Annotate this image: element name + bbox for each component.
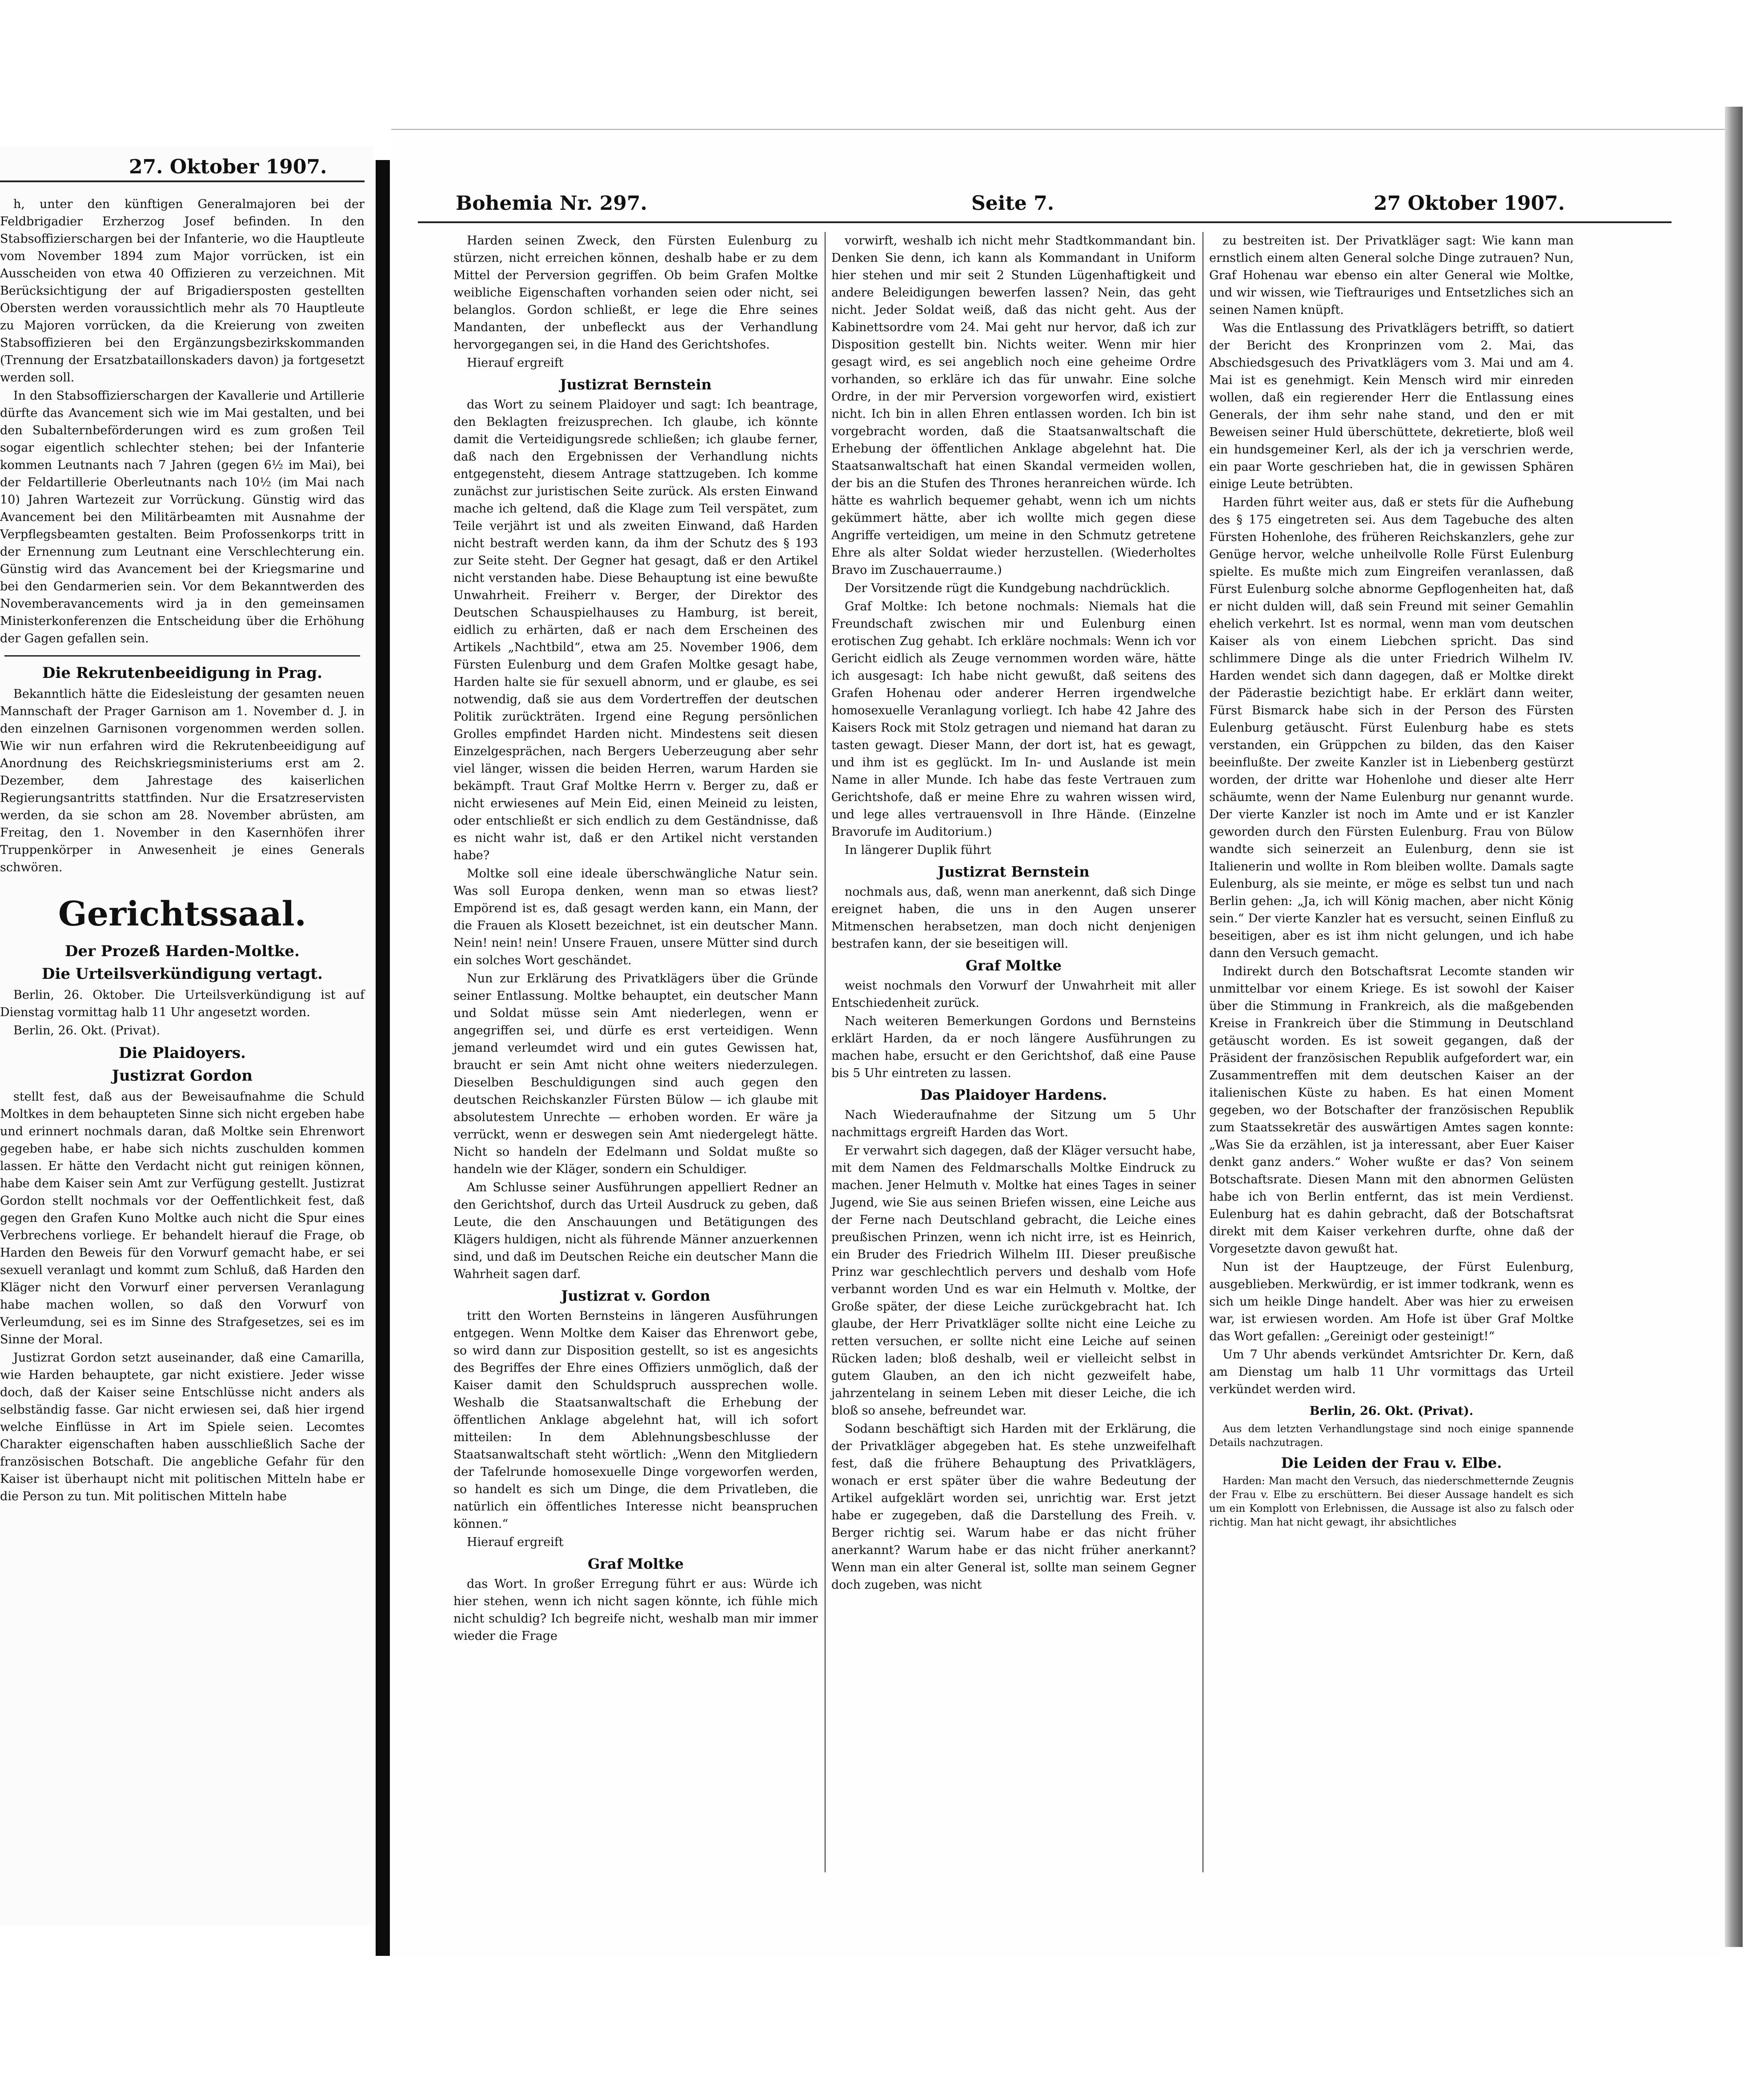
- page-edge: [1725, 107, 1743, 1947]
- article-paragraph: Indirekt durch den Botschaftsrat Lecomte standen wir unmittelbar vor einem Kriege. Es ist sowohl der Kaiser über die Stimmung in Frankreich, als die maßgebenden Kreise in Frankreich über die Stimmung in Deutschland getäuscht worden. Es ist soweit gegangen, daß der Präsident der französischen Republik aufgefordert war, ein Zusammentreffen mit dem deutschen Kaiser an der italienischen Küste zu haben. Es hat einen Moment gegeben, wo der Botschafter der französischen Republik zum Staatssekretär des auswärtigen Amtes sagen konnte: „Was Sie da erzählen, ist ja interessant, aber Euer Kaiser denkt ganz anders.“ Woher wußte er das? Von seinem Botschaftsrate. Diesen Mann mit den abnormen Gelüsten habe ich von Berlin entfernt, das ist mein Verdienst. Eulenburg hat es dahin gebracht, daß der Botschaftsrat direkt mit dem Kaiser verkehren durfte, ohne daß der Vorgesetzte davon gewußt hat.: [1209, 965, 1574, 1256]
- article-paragraph: Berlin, 26. Okt. (Privat).: [13, 1024, 160, 1037]
- column-2: [831, 232, 1196, 1594]
- left-page-fragment: [0, 147, 373, 1925]
- article-paragraph: Nach weiteren Bemerkungen Gordons und Bernsteins erklärt Harden, da er noch längere Ausführungen zu machen habe, ersucht er den Gerichtshof, daß eine Pause bis 5 Uhr eintreten zu lassen.: [831, 1014, 1196, 1080]
- article-paragraph: Hierauf ergreift: [467, 356, 564, 370]
- article-paragraph: zu bestreiten ist. Der Privatkläger sagt: Wie kann man ernstlich einem alten General solche Dinge zutrauen? Nun, Graf Hohenau war ebenso ein alter General wie Moltke, und wir wissen, wie Tieftrauriges und Entsetzliches sich an seinen Namen knüpft.: [1209, 234, 1574, 317]
- article-paragraph: In längerer Duplik führt: [845, 843, 991, 857]
- article-paragraph: Graf Moltke: Ich betone nochmals: Niemals hat die Freundschaft zwischen mir und Eulenburg einen erotischen Zug gehabt. Ich erkläre nochmals: Wenn ich vor Gericht eidlich als Zeuge vernommen worden wäre, hätte ich ausgesagt: Ich habe nicht gewußt, daß seitens des Grafen Hohenau oder anderer Herren irgendwelche homosexuelle Veranlagung vorliegt. Ich habe 42 Jahre des Kaisers Rock mit Stolz getragen und niemand hat daran zu tasten gewagt. Dieser Mann, der dort ist, hat es gewagt, und ihm ist es geglückt. Im In- und Auslande ist mein Name in aller Munde. Ich habe das feste Vertrauen zum Gerichtshofe, daß er meine Ehre zu wahren wissen wird, und lege alles vertrauensvoll in Ihre Hände. (Einzelne Bravorufe im Auditorium.): [831, 600, 1196, 839]
- subheading: Justizrat v. Gordon: [561, 1287, 710, 1304]
- article-paragraph: Hierauf ergreift: [467, 1535, 564, 1549]
- left-header-rule: [0, 180, 365, 182]
- article-paragraph: Berlin, 26. Oktober. Die Urteilsverkündigung ist auf Dienstag vormittag halb 11 Uhr angesetzt worden.: [0, 988, 365, 1019]
- article-paragraph: Der Vorsitzende rügt die Kundgebung nachdrücklich.: [845, 581, 1170, 595]
- page-number: Seite 7.: [971, 192, 1054, 215]
- page-gutter: [376, 160, 390, 1956]
- article-paragraph: Nun zur Erklärung des Privatklägers über die Gründe seiner Entlassung. Moltke behauptet, ein deutscher Mann und Soldat müsse sein Amt niederlegen, wenn er angegriffen sei, und dürfe es erst verteidigen. Wenn jemand verleumdet wird und ein gutes Gewissen hat, braucht er sein Amt nicht ohne weiters niederzulegen. Dieselben Beschuldigungen sind auch gegen den deutschen Reichskanzler Fürsten Bülow — ich glaube mit absolutestem Unrechte — erhoben worden. Er wäre ja verrückt, wenn er deswegen sein Amt niedergelegt hätte. Nicht so handeln der Edelmann und Soldat mußte so handeln wie der Kläger, sondern ein Schuldiger.: [453, 972, 818, 1176]
- newspaper-issue: Bohemia Nr. 297.: [456, 192, 647, 215]
- article-paragraph: das Wort. In großer Erregung führt er aus: Würde ich hier stehen, wenn ich nicht sagen könnte, ich fühle mich nicht schuldig? Ich begreife nicht, weshalb man mir immer wieder die Frage: [453, 1577, 818, 1643]
- subheading: Die Leiden der Frau v. Elbe.: [1281, 1454, 1502, 1471]
- vertagt-heading: Die Urteilsverkündigung vertagt.: [42, 965, 323, 983]
- article-paragraph: Nun ist der Hauptzeuge, der Fürst Eulenburg, ausgeblieben. Merkwürdig, er ist immer todkrank, wenn es sich um heikle Dinge handelt. Aber was hier zu erweisen war, ist erwiesen worden. Am Hofe ist über Graf Moltke das Wort gefallen: „Gereinigt oder gesteinigt!“: [1209, 1260, 1574, 1343]
- article-paragraph: Moltke soll eine ideale überschwängliche Natur sein. Was soll Europa denken, wenn man so etwas liest? Empörend ist es, daß gesagt werden kann, ein Mann, der die Frauen als Klosett bezeichnet, ist ein deutscher Mann. Nein! nein! nein! Unsere Frauen, unsere Mütter sind durch ein solches Wort geschändet.: [453, 867, 818, 967]
- issue-date: 27 Oktober 1907.: [1374, 192, 1565, 215]
- subheading: Graf Moltke: [965, 957, 1062, 974]
- plaidoyers-heading: Die Plaidoyers.: [118, 1044, 246, 1062]
- subheading: Graf Moltke: [587, 1555, 684, 1572]
- article-paragraph: weist nochmals den Vorwurf der Unwahrheit mit aller Entschiedenheit zurück.: [831, 979, 1196, 1010]
- article-paragraph: Nach Wiederaufnahme der Sitzung um 5 Uhr nachmittags ergreift Harden das Wort.: [831, 1108, 1196, 1139]
- article-paragraph: Er verwahrt sich dagegen, daß der Kläger versucht habe, mit dem Namen des Feldmarschalls Moltke Eindruck zu machen. Jener Helmuth v. Moltke hat eines Tages in seiner Jugend, wie Sie aus seinen Briefen wissen, eine Leiche aus der Ferne nach Deutschland gebracht, die Leiche eines preußischen Prinzen, wenn ich nicht irre, ist es Heinrich, ein Bruder des Friedrich Wilhelm III. Dieser preußische Prinz war geschlechtlich pervers und deshalb vom Hofe verbannt worden Und es war ein Helmuth v. Moltke, der Große später, der diese Leiche zurückgebracht hat. Ich glaube, der Herr Privatkläger sollte nicht eine Leiche zu retten versuchen, er sollte nicht eine Leiche auf seinen Rücken laden; bloß deshalb, weil er vielleicht selbst in gutem Glauben, an den ich nicht gezweifelt habe, jahrzentelang in seinem Leben mit dieser Leiche, die ich bloß so ansehe, befreundet war.: [831, 1144, 1196, 1418]
- article-paragraph: Um 7 Uhr abends verkündet Amtsrichter Dr. Kern, daß am Dienstag um halb 11 Uhr vormittags das Urteil verkündet werden wird.: [1209, 1348, 1574, 1396]
- article-paragraph: Sodann beschäftigt sich Harden mit der Erklärung, die der Privatkläger abgegeben hat. Es stehe unzweifelhaft fest, daß die frühere Behauptung des Privatklägers, wonach er erst später über die wahre Bedeutung der Artikel aufgeklärt worden sei, unrichtig war. Erst jetzt habe er zugegeben, daß die Darstellung des Freih. v. Berger richtig sei. Warum habe er das nicht früher anerkannt? Warum habe er das nicht früher anerkannt? Wenn man ein alter General ist, sollte man seinem Gegner doch zugeben, was nicht: [831, 1422, 1196, 1592]
- article-paragraph: h, unter den künftigen Generalmajoren bei der Feldbrigadier Erzherzog Josef befinden. In den Stabsoffizierschargen bei der Infanterie, wo die Hauptleute vom November 1894 zum Major vorrücken, ist ein Ausscheiden von etwa 40 Offizieren zu verzeichnen. Mit Berücksichtigung der auf Brigadiersposten gestellten Obersten werden voraussichtlich mehr als 70 Hauptleute zu Majoren vorrücken, da die Kreierung von zweiten Stabsoffizieren bei den Ergänzungsbezirkskommanden (Trennung der Ersatzbataillonskaders davon) ja fortgesetzt werden soll.: [0, 197, 365, 385]
- article-paragraph: stellt fest, daß aus der Beweisaufnahme die Schuld Moltkes in dem behaupteten Sinne sich nicht ergeben habe und erinnert nochmals daran, daß Moltke sein Ehrenwort gegeben habe, er habe sich nichts zuschulden kommen lassen. Er hätte den Verdacht nicht gut reinigen können, habe dem Kaiser sein Amt zur Verfügung gestellt. Justizrat Gordon stellt nochmals vor der Oeffentlichkeit fest, daß gegen den Grafen Kuno Moltke auch nicht die Spur eines Verbrechens vorliege. Er behandelt hierauf die Frage, ob Harden den Beweis für den Vorwurf gemacht habe, er sei sexuell veranlagt und kommt zum Schluß, daß Harden den Kläger nicht den Vorwurf einer perversen Veranlagung habe machen wollen, so daß den Vorwurf von Verleumdung, sei es im Sinne des Strafgesetzes, sei es im Sinne der Moral.: [0, 1090, 365, 1346]
- article-paragraph: nochmals aus, daß, wenn man anerkennt, daß sich Dinge ereignet haben, die uns in den Augen unserer Mitmenschen herabsetzen, man doch nicht denjenigen bestrafen kann, der sie beseitigen will.: [831, 885, 1196, 951]
- article-paragraph: das Wort zu seinem Plaidoyer und sagt: Ich beantrage, den Beklagten freizusprechen. Ich glaube, ich könnte damit die Verteidigungsrede schließen; ich glaube ferner, daß nach den Ergebnissen der Verhandlung nichts entgegensteht, diesem Antrage stattzugeben. Ich komme zunächst zur juristischen Seite zurück. Als ersten Einwand mache ich geltend, daß die Klage zum Teil verspätet, zum Teile verjährt ist und als zweiten Einwand, daß Harden nicht bestraft werden kann, da ihm der Schutz des § 193 zur Seite steht. Der Gegner hat gesagt, daß er den Artikel nicht verstanden habe. Diese Behauptung ist eine bewußte Unwahrheit. Freiherr v. Berger, der Direktor des Deutschen Schauspielhauses zu Hamburg, ist bereit, eidlich zu erhärten, daß er nach dem Erscheinen des Artikels „Nachtbild“, etwa am 25. November 1906, dem Fürsten Eulenburg und dem Grafen Moltke gesagt habe, Harden halte sie für sexuell abnorm, und er glaube, es sei notwendig, daß sie aus dem Vordertreffen der deutschen Politik zurückträten. Irgend eine Regung persönlichen Grolles empfindet Harden nicht. Mindestens seit diesen Einzelgesprächen, nach Bergers Ueberzeugung aber sehr viel länger, wissen die beiden Herren, warum Harden sie bekämpft. Traut Graf Moltke Herrn v. Berger zu, daß er nicht erwiesenes auf Mein Eid, einen Meineid zu leisten, oder entschließt er sich endlich zu dem Geständnisse, daß es nicht wahr ist, daß er den Artikel nicht verstanden habe?: [453, 398, 818, 862]
- gordon-heading: Justizrat Gordon: [112, 1067, 253, 1085]
- section-title-gerichtssaal: Gerichtssaal.: [58, 894, 307, 933]
- right-page: [391, 129, 1725, 1957]
- column-rule-1: [825, 232, 826, 1872]
- left-page-column: [0, 196, 365, 1506]
- article-paragraph: Was die Entlassung des Privatklägers betrifft, so datiert der Bericht des Kronprinzen vom 2. Mai, das Abschiedsgesuch des Privatklägers vom 3. Mai und am 4. Mai ist es genehmigt. Kein Mensch wird mir einreden wollen, daß ein regierender Herr die Entlassung eines Generals, der ihm sehr nahe stand, und den er mit Beweisen seiner Huld überschüttete, dekretierte, bloß weil ein hundsgemeiner Kerl, als der ich ja verschrien werde, ein paar Worte geschrieben hat, die in gewissen Sphären einige Leute betrübten.: [1209, 321, 1574, 491]
- column-1: [453, 232, 818, 1646]
- article-paragraph: tritt den Worten Bernsteins in längeren Ausführungen entgegen. Wenn Moltke dem Kaiser das Ehrenwort gebe, so wird dann zur Disposition gestellt, so ist es angesichts des Begriffes der Ehre eines Offiziers unmöglich, daß der Kaiser damit den Schuldspruch aussprechen wolle. Weshalb die Staatsanwaltschaft die Erhebung der öffentlichen Anklage abgelehnt hat, will ich sofort mitteilen: In dem Ablehnungsbeschlusse der Staatsanwaltschaft steht wörtlich: „Wenn den Mitgliedern der Tafelrunde homosexuelle Dinge vorgeworfen werden, so handelt es sich um Dinge, die dem Privatleben, die natürlich ein öffentliches Interesse nicht beanspruchen können.“: [453, 1309, 818, 1531]
- article-paragraph: In den Stabsoffizierschargen der Kavallerie und Artillerie dürfte das Avancement sich wie im Mai gestalten, und bei den Subalternbeförderungen wird es zum großen Teil sogar eigentlich schlechter stehen; bei der Infanterie kommen Leutnants nach 7 Jahren (gegen 6½ im Mai), bei der Feldartillerie Oberleutnants nach 10½ (im Mai nach 10) Jahren Wartezeit zur Vorrückung. Günstig wird das Avancement bei den Militärbeamten mit Ausnahme der Verpflegsbeamten gestalten. Beim Profossenkorps tritt in der Ernennung zum Leutnant eine Verschlechterung ein. Günstig wird das Avancement bei der Kriegsmarine und bei den Gendarmerien sein. Vor dem Bekanntwerden des Novemberavancements wird ja in den gemeinsamen Ministerkonferenzen die Entscheidung über die Erhöhung der Gagen gefallen sein.: [0, 389, 365, 645]
- article-paragraph-small: Aus dem letzten Verhandlungstage sind noch einige spannende Details nachzutragen.: [1209, 1423, 1574, 1449]
- article-paragraph: Harden seinen Zweck, den Fürsten Eulenburg zu stürzen, nicht erreichen können, deshalb habe er zu dem Mittel der Perversion gegriffen. Ob beim Grafen Moltke weibliche Eigenschaften vorhanden seien oder nicht, sei belanglos. Gordon schließt, er lege die Ehre seines Mandanten, der unbefleckt aus der Verhandlung hervorgegangen sei, in die Hand des Gerichtshofes.: [453, 234, 818, 352]
- article-paragraph: Justizrat Gordon setzt auseinander, daß eine Camarilla, wie Harden behauptete, gar nicht existiere. Jeder wisse doch, daß der Kaiser seine Entschlüsse nicht anders als selbständig fasse. Gar nicht erwiesen sei, daß hier irgend welche Einflüsse in Art im Spiele seien. Lecomtes Charakter eigenschaften haben ausschließlich Sache der französischen Botschaft. Die angebliche Gefahr für den Kaiser ist überhaupt nicht mit politischen Mitteln habe er die Person zu tun. Mit politischen Mitteln habe: [0, 1351, 365, 1503]
- subheading: Justizrat Bernstein: [560, 376, 712, 393]
- article-paragraph: Am Schlusse seiner Ausführungen appelliert Redner an den Gerichtshof, durch das Urteil Ausdruck zu geben, daß Leute, die den Anschauungen und Betätigungen des Klägers huldigen, nicht als führende Männer anzuerkennen sind, und daß im Deutschen Reiche ein deutscher Mann die Wahrheit sagen darf.: [453, 1181, 818, 1281]
- article-paragraph: Harden führt weiter aus, daß er stets für die Aufhebung des § 175 eingetreten sei. Aus dem Tagebuche des alten Fürsten Hohenlohe, des früheren Reichskanzlers, gehe zur Genüge hervor, welche unheilvolle Rolle Fürst Eulenburg spielte. Es mußte mich zum Eingreifen veranlassen, daß Fürst Eulenburg solche abnorme Gepflogenheiten hat, daß er nicht dulden will, daß sein Freund mit seiner Gemahlin ehelich verkehrt. Ist es normal, wenn man vom deutschen Kaiser als von einem Liebchen spricht. Das sind schlimmere Dinge als die unter Friedrich Wilhelm IV. Harden wendet sich dann dagegen, daß er Moltke direkt der Päderastie bezichtigt habe. Er erklärt dann weiter, Fürst Bismarck habe sich in der Person des Fürsten Eulenburg getäuscht. Fürst Eulenburg habe es stets verstanden, ein Grüppchen zu bilden, das den Kaiser beeinflußte. Der zweite Kanzler ist in Liebenberg gestürzt worden, der dritte war Hohenlohe und dieser alte Herr schäumte, wenn der Name Eulenburg nur genannt wurde. Der vierte Kanzler ist noch im Amte und er ist Kanzler geworden durch den Fürsten Eulenburg. Frau von Bülow wandte sich seinerzeit an Eulenburg, denn sie ist Italienerin und wollte in Rom bleiben wollte. Damals sagte Eulenburg, als sie meinte, er möge es selbst tun und nach Berlin gehen: „Ja, ich will König machen, aber nicht König sein.“ Der vierte Kanzler hat es versucht, seinen Einfluß zu beseitigen, aber es ist ihm nicht gelungen, und ich habe dann den Versuch gemacht.: [1209, 496, 1574, 960]
- article-paragraph-small: Harden: Man macht den Versuch, das niederschmetternde Zeugnis der Frau v. Elbe zu erschüttern. Bei dieser Aussage handelt es sich um ein Komplott von Erlebnissen, die Aussage ist also zu falsch oder richtig. Man hat nicht gewagt, ihr absichtliches: [1209, 1475, 1574, 1528]
- column-3: [1209, 232, 1574, 1530]
- rekruten-heading: Die Rekrutenbeeidigung in Prag.: [42, 664, 323, 682]
- dateline: Berlin, 26. Okt. (Privat).: [1309, 1404, 1474, 1418]
- subheading: Justizrat Bernstein: [938, 863, 1090, 880]
- header-rule: [418, 221, 1672, 223]
- left-page-date: 27. Oktober 1907.: [129, 156, 327, 178]
- article-paragraph: Bekanntlich hätte die Eidesleistung der gesamten neuen Mannschaft der Prager Garnison am 1. November d. J. in den einzelnen Garnisonen vorgenommen werden sollen. Wie wir nun erfahren wird die Rekrutenbeeidigung auf Anordnung des Reichskriegsministeriums erst am 2. Dezember, dem Jahrestage des kaiserlichen Regierungsantritts stattfinden. Nur die Ersatzreservisten werden, da sie schon am 28. November abrüsten, am Freitag, den 1. November in den Kasernhöfen ihrer Truppenkörper in Anwesenheit je eines Generals schwören.: [0, 687, 365, 874]
- page-header: [391, 192, 1725, 219]
- prozess-heading: Der Prozeß Harden-Moltke.: [65, 942, 300, 960]
- section-divider: [4, 655, 360, 657]
- article-paragraph: vorwirft, weshalb ich nicht mehr Stadtkommandant bin. Denken Sie denn, ich kann als Kommandant in Uniform hier stehen und mir seit 2 Stunden Lügenhaftigkeit und andere Beleidigungen bewerfen lassen? Nein, das geht nicht. Jeder Soldat weiß, daß das nicht geht. Aus der Kabinettsordre vom 24. Mai geht nur hervor, daß ich zur Disposition gestellt bin. Nichts weiter. Wenn mir hier gesagt wird, es sei angeblich noch eine geheime Ordre vorhanden, so erkläre ich das für unwahr. Eine solche Ordre, in der mir Perversion vorgeworfen wird, existiert nicht. Ich bin in allen Ehren entlassen worden. Ich bin ist vorgebracht worden, daß die Staatsanwaltschaft die Erhebung der öffentlichen Anklage abgelehnt hat. Die Staatsanwaltschaft hat einen Skandal vermeiden wollen, der bis an die Stufen des Thrones heranreichen würde. Ich hätte es wahrlich bequemer gehabt, wenn ich um nichts gekümmert hätte, aber ich wollte mich gegen diese Angriffe verteidigen, um meine in den Schmutz getretene Ehre als alter Soldat wieder herzustellen. (Wiederholtes Bravo im Zuschauerraume.): [831, 234, 1196, 577]
- subheading: Das Plaidoyer Hardens.: [920, 1086, 1107, 1103]
